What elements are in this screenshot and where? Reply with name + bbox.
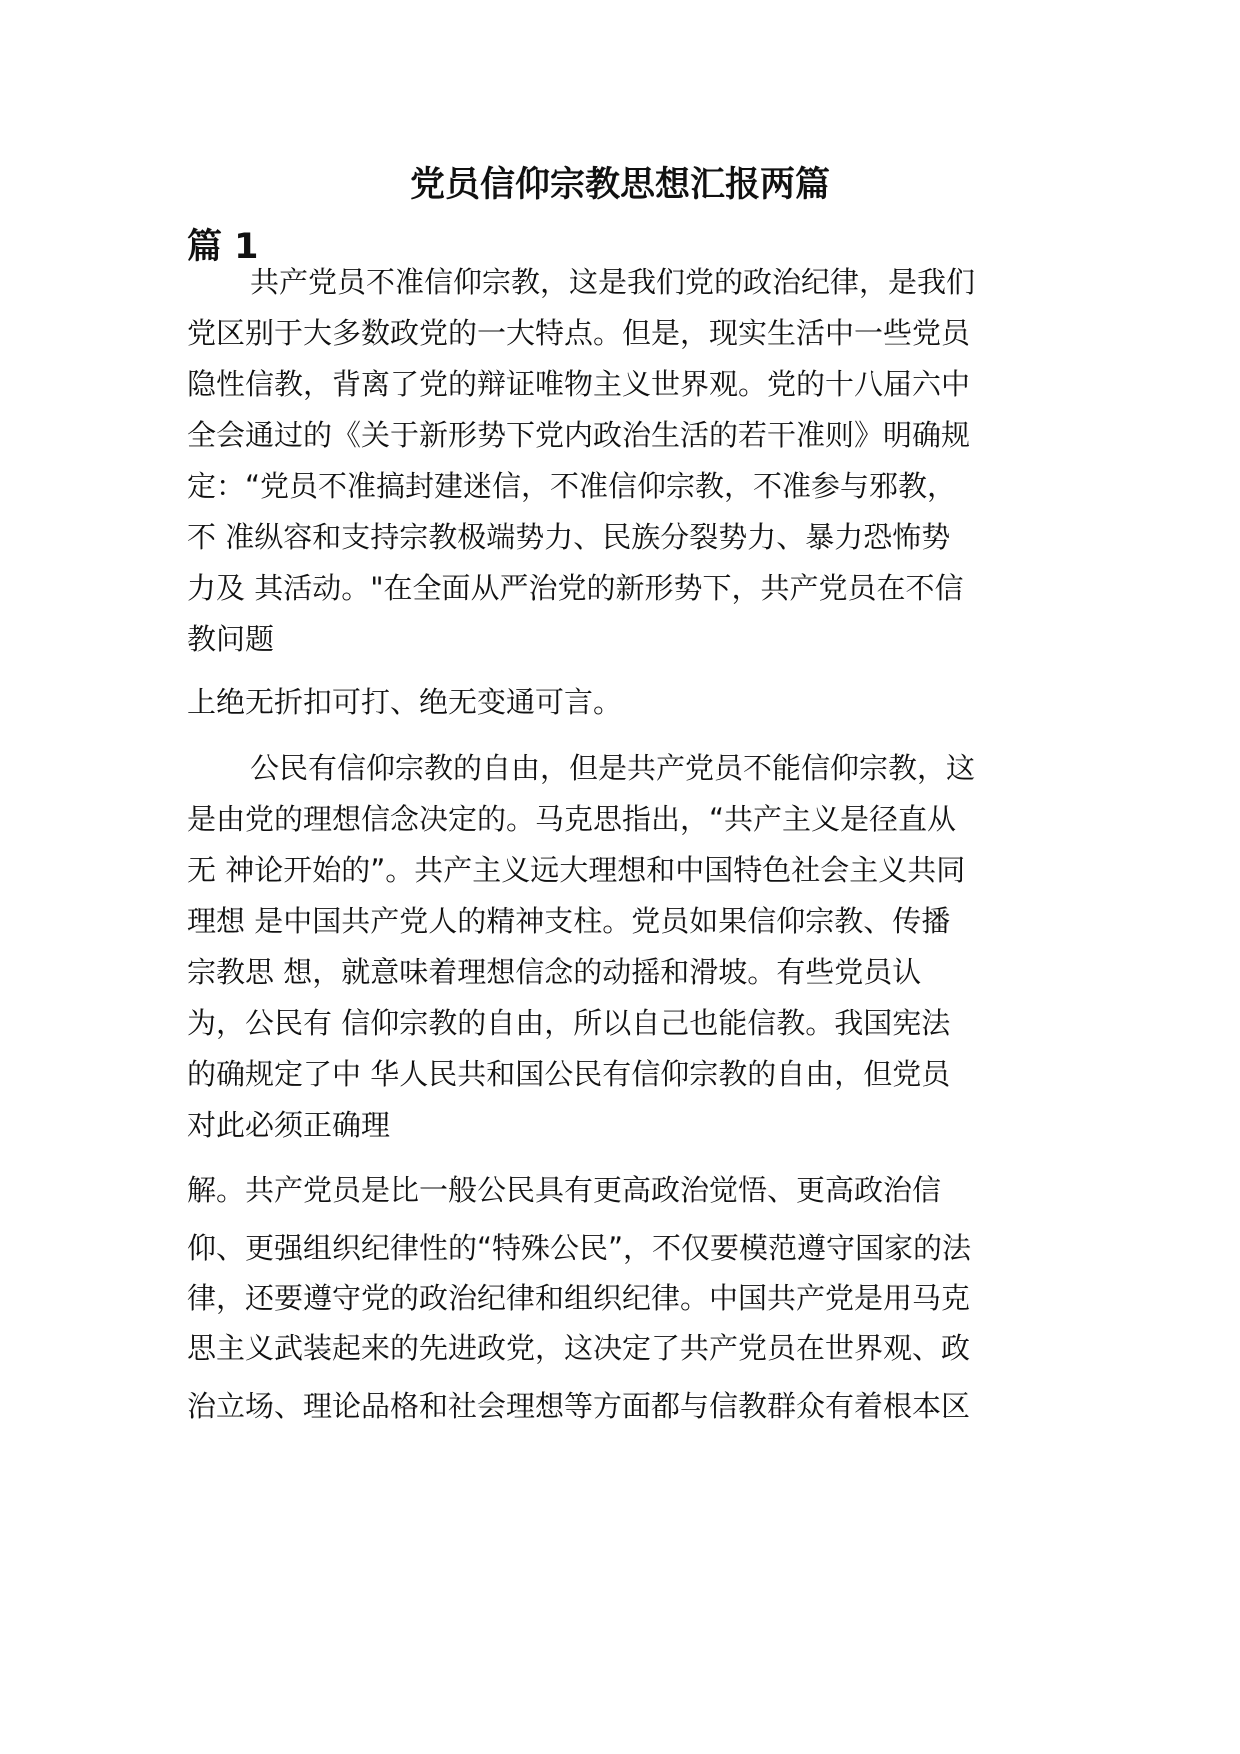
paragraph-1-line-9: 上绝无折扣可打、绝无变通可言。 — [187, 685, 623, 719]
paragraph-2-line-10: 仰、更强组织纪律性的“特殊公民”，不仅要模范遵守国家的法 — [187, 1231, 972, 1265]
paragraph-1-line-1: 共产党员不准信仰宗教，这是我们党的政治纪律，是我们 — [250, 265, 976, 299]
paragraph-2-line-4: 理想 是中国共产党人的精神支柱。党员如果信仰宗教、传播 — [187, 904, 951, 938]
paragraph-2-line-11: 律，还要遵守党的政治纪律和组织纪律。中国共产党是用马克 — [187, 1281, 971, 1315]
paragraph-1-line-6: 不 准纵容和支持宗教极端势力、民族分裂势力、暴力恐怖势 — [187, 520, 951, 554]
paragraph-1-line-5: 定：“党员不准搞封建迷信，不准信仰宗教，不准参与邪教， — [187, 469, 957, 503]
paragraph-2-line-2: 是由党的理想信念决定的。马克思指出，“共产主义是径直从 — [187, 802, 957, 836]
paragraph-2-line-6: 为，公民有 信仰宗教的自由，所以自己也能信教。我国宪法 — [187, 1006, 951, 1040]
paragraph-2-line-9: 解。共产党员是比一般公民具有更高政治觉悟、更高政治信 — [187, 1173, 942, 1207]
paragraph-1-line-7: 力及 其活动。"在全面从严治党的新形势下，共产党员在不信 — [187, 571, 964, 605]
paragraph-1-line-2: 党区别于大多数政党的一大特点。但是，现实生活中一些党员 — [187, 316, 971, 350]
paragraph-1-line-4: 全会通过的《关于新形势下党内政治生活的若干准则》明确规 — [187, 418, 971, 452]
paragraph-2-line-13: 治立场、理论品格和社会理想等方面都与信教群众有着根本区 — [187, 1389, 971, 1423]
paragraph-1-line-8: 教问题 — [187, 622, 275, 656]
section-heading: 篇 1 — [187, 227, 259, 267]
paragraph-2-line-8: 对此必须正确理 — [187, 1108, 391, 1142]
paragraph-1-line-3: 隐性信教，背离了党的辩证唯物主义世界观。党的十八届六中 — [187, 367, 971, 401]
document-title: 党员信仰宗教思想汇报两篇 — [409, 165, 830, 205]
paragraph-2-line-7: 的确规定了中 华人民共和国公民有信仰宗教的自由，但党员 — [187, 1057, 951, 1091]
paragraph-2-line-3: 无 神论开始的”。共产主义远大理想和中国特色社会主义共同 — [187, 853, 966, 887]
paragraph-2-line-5: 宗教思 想，就意味着理想信念的动摇和滑坡。有些党员认 — [187, 955, 922, 989]
paragraph-2-line-12: 思主义武装起来的先进政党，这决定了共产党员在世界观、政 — [187, 1331, 971, 1365]
paragraph-2-line-1: 公民有信仰宗教的自由，但是共产党员不能信仰宗教，这 — [250, 751, 976, 785]
